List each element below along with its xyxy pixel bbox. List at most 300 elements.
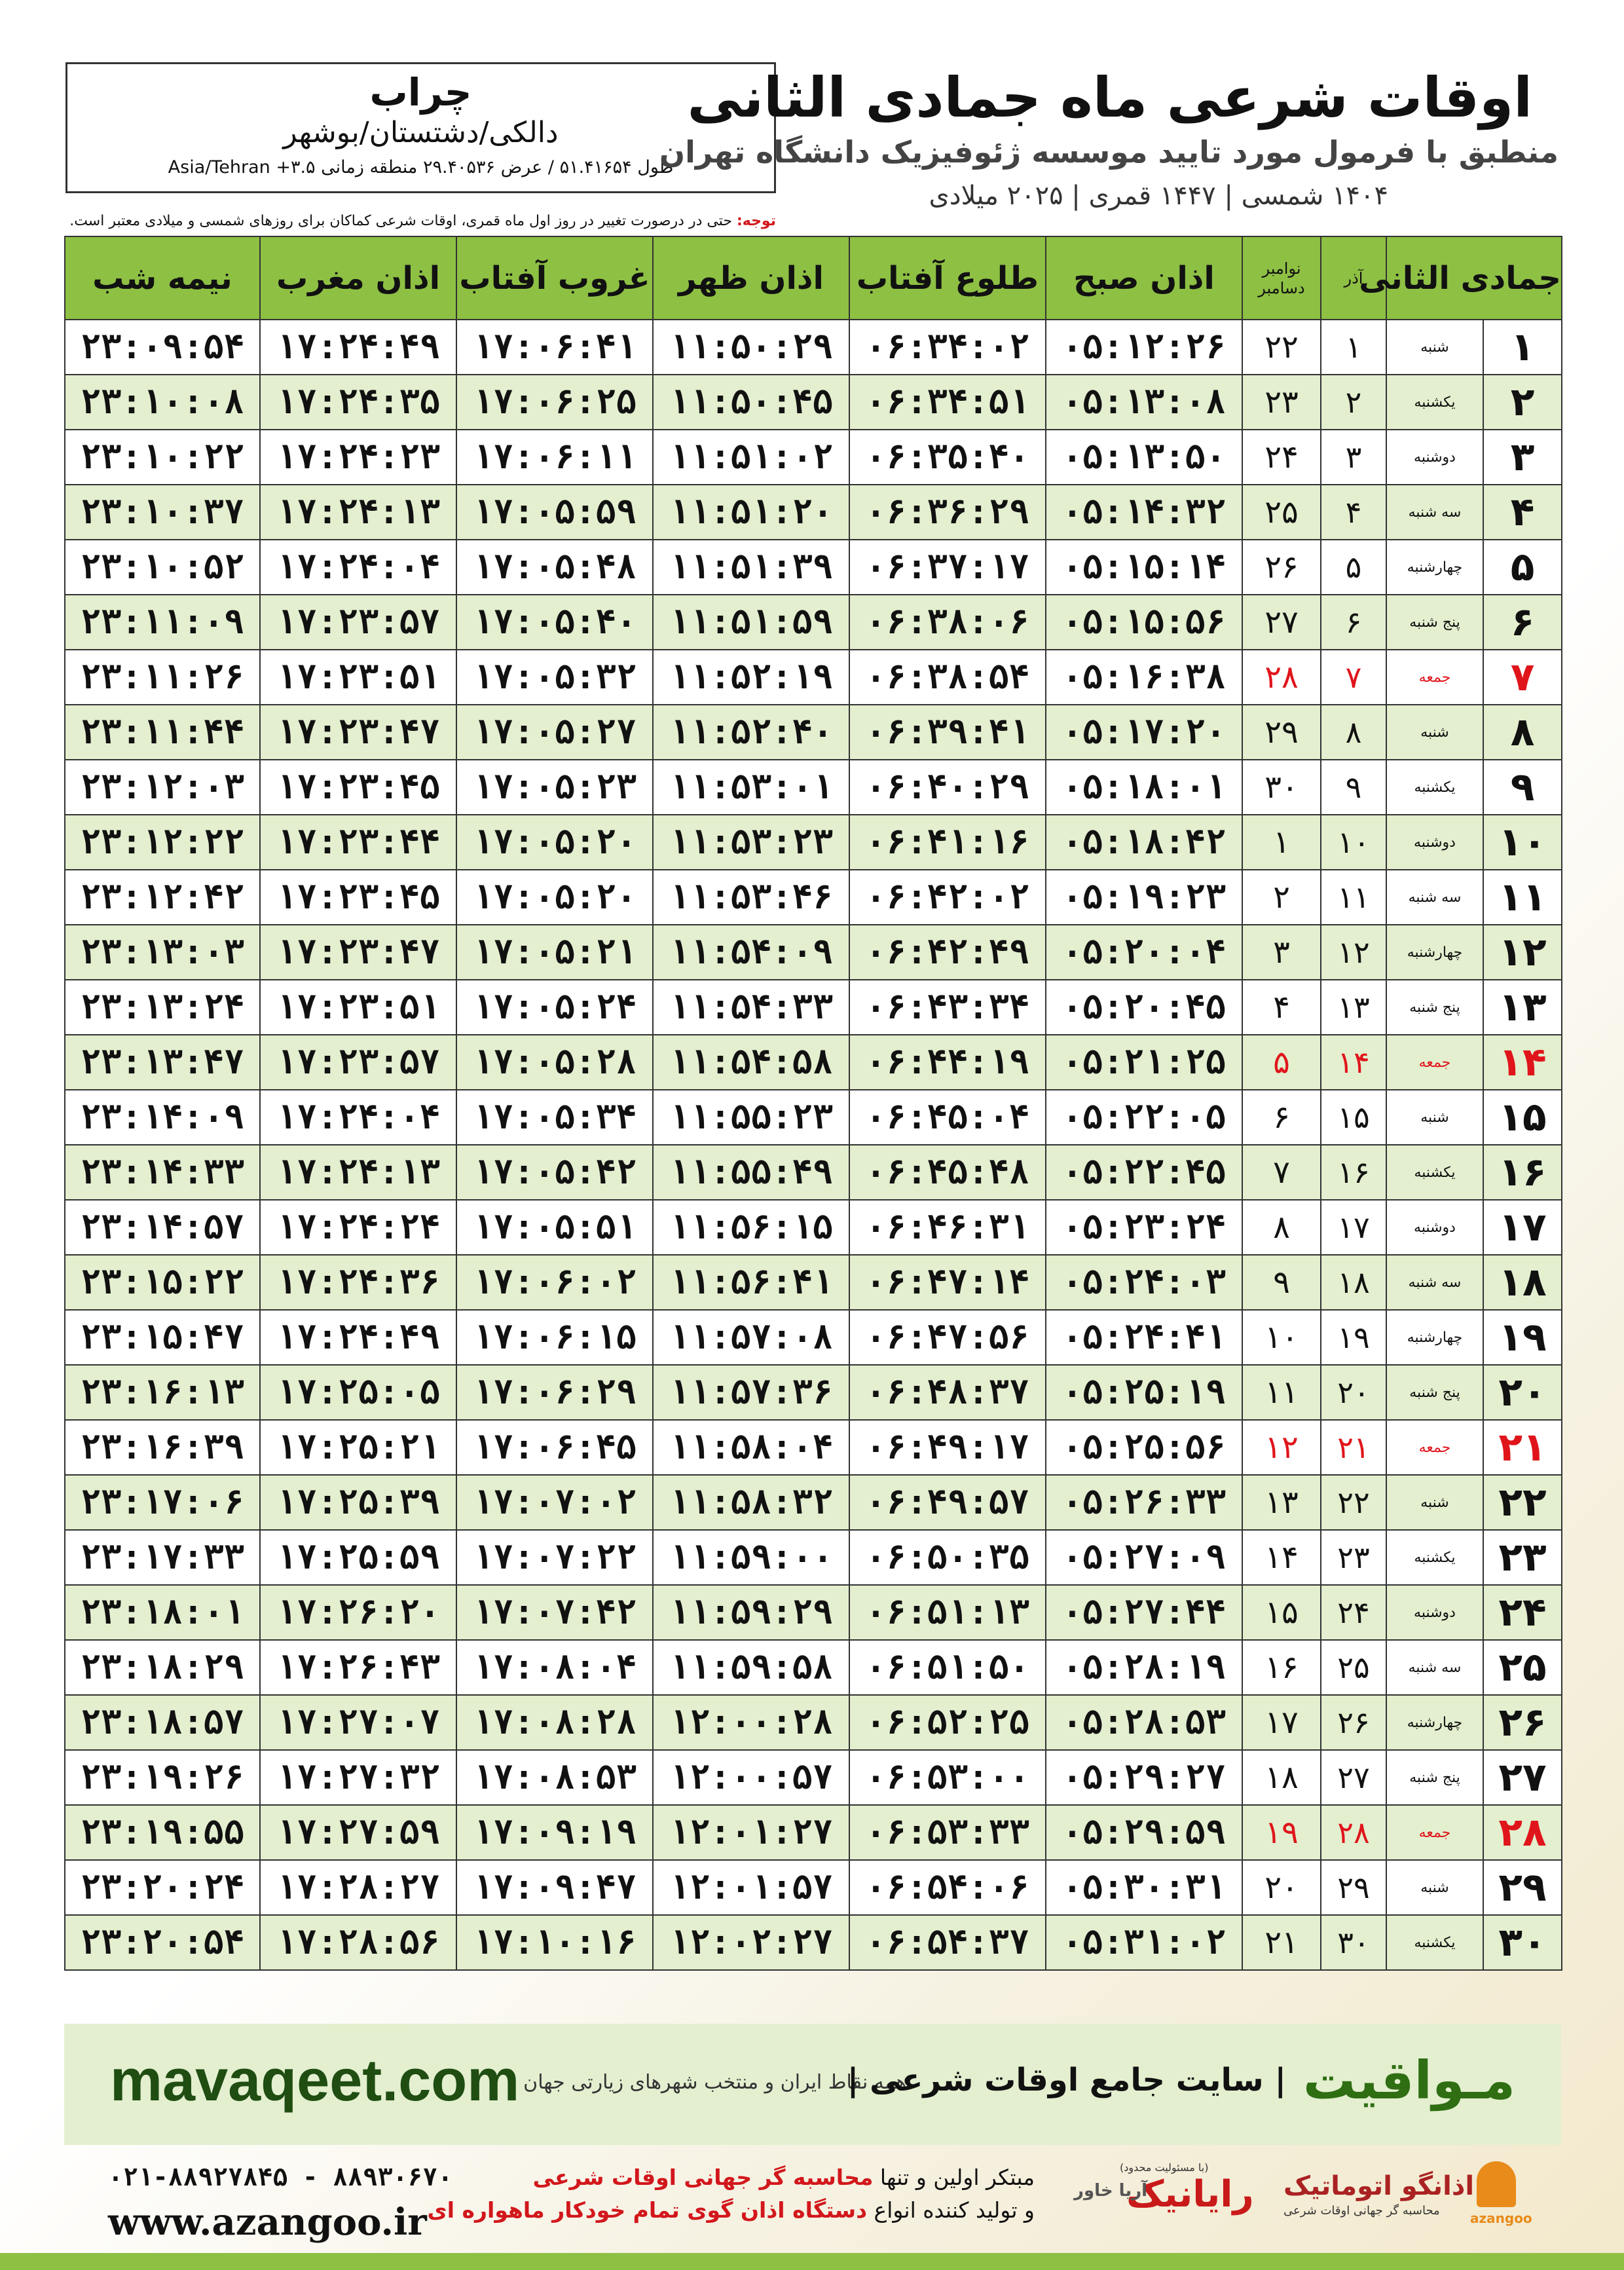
cell-midnight: ۲۳:۱۶:۳۹ bbox=[65, 1420, 260, 1475]
cell-fajr: ۰۵:۱۴:۳۲ bbox=[1046, 485, 1242, 540]
table-row bbox=[65, 1035, 1562, 1090]
cell-weekday: پنج شنبه bbox=[1386, 1365, 1483, 1420]
cell-sunset: ۱۷:۰۶:۴۱ bbox=[456, 320, 653, 375]
table-row bbox=[65, 705, 1562, 760]
cell-sunrise: ۰۶:۵۱:۵۰ bbox=[849, 1640, 1046, 1695]
cell-greg-day: ۲۸ bbox=[1242, 650, 1321, 705]
cell-dhuhr: ۱۱:۵۶:۴۱ bbox=[653, 1255, 849, 1310]
table-row bbox=[65, 1585, 1562, 1640]
cell-midnight: ۲۳:۰۹:۵۴ bbox=[65, 320, 260, 375]
cell-weekday: سه شنبه bbox=[1386, 1640, 1483, 1695]
cell-azar-day: ۱۴ bbox=[1321, 1035, 1386, 1090]
cell-greg-day: ۲۲ bbox=[1242, 320, 1321, 375]
footer-website[interactable]: www.azangoo.ir bbox=[108, 2201, 427, 2244]
cell-dhuhr: ۱۱:۵۳:۴۶ bbox=[653, 870, 849, 925]
cell-sunrise: ۰۶:۳۶:۲۹ bbox=[849, 485, 1046, 540]
header-greg-2: دسامبر bbox=[1258, 278, 1305, 297]
cell-azar-day: ۴ bbox=[1321, 485, 1386, 540]
cell-dhuhr: ۱۲:۰۱:۲۷ bbox=[653, 1805, 849, 1860]
cell-sunrise: ۰۶:۵۴:۳۷ bbox=[849, 1915, 1046, 1970]
cell-hijri-day: ۹ bbox=[1483, 760, 1562, 815]
cell-maghrib: ۱۷:۲۴:۱۳ bbox=[260, 485, 456, 540]
cell-maghrib: ۱۷:۲۴:۴۹ bbox=[260, 1310, 456, 1365]
cell-greg-day: ۶ bbox=[1242, 1090, 1321, 1145]
note bbox=[65, 213, 776, 229]
header-sunset: غروب آفتاب bbox=[456, 236, 653, 320]
footer-line-1-a: مبتکر اولین و تنها bbox=[879, 2165, 1035, 2190]
cell-azar-day: ۲۱ bbox=[1321, 1420, 1386, 1475]
cell-weekday: چهارشنبه bbox=[1386, 540, 1483, 595]
cell-sunset: ۱۷:۰۶:۲۵ bbox=[456, 375, 653, 430]
cell-dhuhr: ۱۱:۵۴:۵۸ bbox=[653, 1035, 849, 1090]
cell-weekday: شنبه bbox=[1386, 1860, 1483, 1915]
cell-dhuhr: ۱۱:۵۲:۱۹ bbox=[653, 650, 849, 705]
cell-sunset: ۱۷:۰۸:۲۸ bbox=[456, 1695, 653, 1750]
cell-hijri-day: ۱۲ bbox=[1483, 925, 1562, 980]
cell-fajr: ۰۵:۲۴:۰۳ bbox=[1046, 1255, 1242, 1310]
table-row bbox=[65, 430, 1562, 485]
cell-weekday: یکشنبه bbox=[1386, 1915, 1483, 1970]
table-row bbox=[65, 1750, 1562, 1805]
calendar-years: ۱۴۰۴ شمسی | ۱۴۴۷ قمری | ۲۰۲۵ میلادی bbox=[929, 181, 1388, 211]
cell-greg-day: ۲۶ bbox=[1242, 540, 1321, 595]
cell-sunset: ۱۷:۰۹:۱۹ bbox=[456, 1805, 653, 1860]
cell-greg-day: ۱۳ bbox=[1242, 1475, 1321, 1530]
cell-azar-day: ۱۸ bbox=[1321, 1255, 1386, 1310]
cell-maghrib: ۱۷:۲۷:۳۲ bbox=[260, 1750, 456, 1805]
table-row bbox=[65, 815, 1562, 870]
cell-midnight: ۲۳:۱۱:۰۹ bbox=[65, 595, 260, 650]
cell-azar-day: ۱۷ bbox=[1321, 1200, 1386, 1255]
header-maghrib: اذان مغرب bbox=[260, 236, 456, 320]
rayanik-logo: رایانیک bbox=[1126, 2173, 1254, 2216]
cell-dhuhr: ۱۱:۵۹:۵۸ bbox=[653, 1640, 849, 1695]
cell-fajr: ۰۵:۱۷:۲۰ bbox=[1046, 705, 1242, 760]
cell-greg-day: ۲۴ bbox=[1242, 430, 1321, 485]
cell-weekday: جمعه bbox=[1386, 1805, 1483, 1860]
cell-maghrib: ۱۷:۲۴:۰۴ bbox=[260, 540, 456, 595]
rayanik-note: (با مسئولیت محدود) bbox=[1120, 2161, 1209, 2174]
cell-hijri-day: ۵ bbox=[1483, 540, 1562, 595]
note-text: حتی در درصورت تغییر در روز اول ماه قمری، اوقات شرعی کماکان برای روزهای شمسی و میلادی معتبر است. bbox=[69, 213, 732, 229]
location-city: چراب bbox=[369, 70, 472, 115]
cell-fajr: ۰۵:۲۵:۱۹ bbox=[1046, 1365, 1242, 1420]
cell-maghrib: ۱۷:۲۳:۴۷ bbox=[260, 925, 456, 980]
cell-maghrib: ۱۷:۲۶:۲۰ bbox=[260, 1585, 456, 1640]
table-row bbox=[65, 1200, 1562, 1255]
cell-maghrib: ۱۷:۲۷:۰۷ bbox=[260, 1695, 456, 1750]
cell-sunrise: ۰۶:۴۰:۲۹ bbox=[849, 760, 1046, 815]
cell-sunrise: ۰۶:۳۹:۴۱ bbox=[849, 705, 1046, 760]
cell-azar-day: ۱۵ bbox=[1321, 1090, 1386, 1145]
cell-weekday: شنبه bbox=[1386, 320, 1483, 375]
cell-fajr: ۰۵:۲۰:۴۵ bbox=[1046, 980, 1242, 1035]
cell-sunset: ۱۷:۰۵:۳۲ bbox=[456, 650, 653, 705]
cell-fajr: ۰۵:۲۷:۴۴ bbox=[1046, 1585, 1242, 1640]
cell-hijri-day: ۱ bbox=[1483, 320, 1562, 375]
site-url[interactable]: mavaqeet.com bbox=[110, 2048, 520, 2113]
cell-greg-day: ۱ bbox=[1242, 815, 1321, 870]
cell-hijri-day: ۱۰ bbox=[1483, 815, 1562, 870]
cell-midnight: ۲۳:۱۴:۳۳ bbox=[65, 1145, 260, 1200]
cell-hijri-day: ۱۴ bbox=[1483, 1035, 1562, 1090]
cell-greg-day: ۱۱ bbox=[1242, 1365, 1321, 1420]
cell-dhuhr: ۱۲:۰۰:۵۷ bbox=[653, 1750, 849, 1805]
cell-sunrise: ۰۶:۳۷:۱۷ bbox=[849, 540, 1046, 595]
cell-azar-day: ۳۰ bbox=[1321, 1915, 1386, 1970]
cell-dhuhr: ۱۱:۵۴:۳۳ bbox=[653, 980, 849, 1035]
cell-dhuhr: ۱۲:۰۲:۲۷ bbox=[653, 1915, 849, 1970]
cell-sunrise: ۰۶:۳۵:۴۰ bbox=[849, 430, 1046, 485]
cell-azar-day: ۲۰ bbox=[1321, 1365, 1386, 1420]
table-header-row bbox=[65, 236, 1562, 320]
cell-sunrise: ۰۶:۵۴:۰۶ bbox=[849, 1860, 1046, 1915]
cell-sunrise: ۰۶:۳۴:۵۱ bbox=[849, 375, 1046, 430]
cell-weekday: جمعه bbox=[1386, 650, 1483, 705]
cell-sunset: ۱۷:۰۸:۵۳ bbox=[456, 1750, 653, 1805]
header-sunrise: طلوع آفتاب bbox=[849, 236, 1046, 320]
cell-fajr: ۰۵:۳۰:۳۱ bbox=[1046, 1860, 1242, 1915]
cell-midnight: ۲۳:۱۲:۲۲ bbox=[65, 815, 260, 870]
cell-dhuhr: ۱۱:۵۱:۳۹ bbox=[653, 540, 849, 595]
cell-hijri-day: ۲۵ bbox=[1483, 1640, 1562, 1695]
cell-dhuhr: ۱۱:۵۹:۲۹ bbox=[653, 1585, 849, 1640]
cell-midnight: ۲۳:۱۲:۰۳ bbox=[65, 760, 260, 815]
cell-midnight: ۲۳:۱۱:۴۴ bbox=[65, 705, 260, 760]
cell-sunset: ۱۷:۰۸:۰۴ bbox=[456, 1640, 653, 1695]
footer-line-2 bbox=[427, 2197, 1035, 2223]
cell-midnight: ۲۳:۱۴:۰۹ bbox=[65, 1090, 260, 1145]
cell-hijri-day: ۳۰ bbox=[1483, 1915, 1562, 1970]
cell-hijri-day: ۲۸ bbox=[1483, 1805, 1562, 1860]
cell-dhuhr: ۱۱:۵۳:۰۱ bbox=[653, 760, 849, 815]
brand-subtitle: همه نقاط ایران و منتخب شهرهای زیارتی جهان bbox=[523, 2071, 906, 2094]
cell-maghrib: ۱۷:۲۴:۴۹ bbox=[260, 320, 456, 375]
cell-dhuhr: ۱۲:۰۰:۲۸ bbox=[653, 1695, 849, 1750]
cell-midnight: ۲۳:۱۳:۴۷ bbox=[65, 1035, 260, 1090]
cell-midnight: ۲۳:۱۶:۱۳ bbox=[65, 1365, 260, 1420]
rayanik-side-text: آریا خاور bbox=[1074, 2181, 1148, 2201]
cell-greg-day: ۵ bbox=[1242, 1035, 1321, 1090]
cell-weekday: سه شنبه bbox=[1386, 1255, 1483, 1310]
cell-midnight: ۲۳:۱۰:۰۸ bbox=[65, 375, 260, 430]
table-row bbox=[65, 650, 1562, 705]
cell-sunrise: ۰۶:۵۲:۲۵ bbox=[849, 1695, 1046, 1750]
cell-greg-day: ۲۷ bbox=[1242, 595, 1321, 650]
cell-fajr: ۰۵:۱۸:۰۱ bbox=[1046, 760, 1242, 815]
cell-azar-day: ۲۴ bbox=[1321, 1585, 1386, 1640]
cell-sunrise: ۰۶:۴۶:۳۱ bbox=[849, 1200, 1046, 1255]
cell-dhuhr: ۱۱:۵۸:۳۲ bbox=[653, 1475, 849, 1530]
cell-weekday: سه شنبه bbox=[1386, 485, 1483, 540]
footer-line-1-b: محاسبه گر جهانی اوقات شرعی bbox=[532, 2165, 874, 2190]
cell-fajr: ۰۵:۱۲:۲۶ bbox=[1046, 320, 1242, 375]
cell-azar-day: ۱۱ bbox=[1321, 870, 1386, 925]
cell-weekday: دوشنبه bbox=[1386, 815, 1483, 870]
cell-midnight: ۲۳:۱۰:۲۲ bbox=[65, 430, 260, 485]
cell-sunset: ۱۷:۱۰:۱۶ bbox=[456, 1915, 653, 1970]
cell-sunset: ۱۷:۰۵:۲۴ bbox=[456, 980, 653, 1035]
footer-line-2-a: و تولید کننده انواع bbox=[874, 2197, 1035, 2223]
header-greg bbox=[1242, 236, 1321, 320]
cell-weekday: دوشنبه bbox=[1386, 1585, 1483, 1640]
cell-midnight: ۲۳:۱۸:۰۱ bbox=[65, 1585, 260, 1640]
cell-weekday: جمعه bbox=[1386, 1035, 1483, 1090]
cell-dhuhr: ۱۱:۵۳:۲۳ bbox=[653, 815, 849, 870]
cell-hijri-day: ۲ bbox=[1483, 375, 1562, 430]
cell-weekday: پنج شنبه bbox=[1386, 1750, 1483, 1805]
cell-greg-day: ۲ bbox=[1242, 870, 1321, 925]
cell-dhuhr: ۱۱:۵۱:۰۲ bbox=[653, 430, 849, 485]
cell-greg-day: ۳۰ bbox=[1242, 760, 1321, 815]
cell-sunrise: ۰۶:۴۲:۴۹ bbox=[849, 925, 1046, 980]
cell-maghrib: ۱۷:۲۳:۴۵ bbox=[260, 760, 456, 815]
cell-sunrise: ۰۶:۴۴:۱۹ bbox=[849, 1035, 1046, 1090]
page-title: اوقات شرعی ماه جمادی الثانی bbox=[687, 65, 1532, 130]
cell-fajr: ۰۵:۲۹:۵۹ bbox=[1046, 1805, 1242, 1860]
azangoo-logo-subtitle: محاسبه گر جهانی اوقات شرعی bbox=[1283, 2204, 1440, 2218]
cell-fajr: ۰۵:۲۴:۴۱ bbox=[1046, 1310, 1242, 1365]
cell-maghrib: ۱۷:۲۵:۲۱ bbox=[260, 1420, 456, 1475]
cell-maghrib: ۱۷:۲۴:۰۴ bbox=[260, 1090, 456, 1145]
cell-weekday: پنج شنبه bbox=[1386, 980, 1483, 1035]
cell-hijri-day: ۲۰ bbox=[1483, 1365, 1562, 1420]
cell-sunset: ۱۷:۰۵:۲۳ bbox=[456, 760, 653, 815]
cell-weekday: جمعه bbox=[1386, 1420, 1483, 1475]
cell-sunrise: ۰۶:۳۸:۵۴ bbox=[849, 650, 1046, 705]
cell-azar-day: ۲۸ bbox=[1321, 1805, 1386, 1860]
cell-dhuhr: ۱۱:۵۸:۰۴ bbox=[653, 1420, 849, 1475]
cell-dhuhr: ۱۱:۵۷:۳۶ bbox=[653, 1365, 849, 1420]
table-row bbox=[65, 1145, 1562, 1200]
cell-sunset: ۱۷:۰۷:۰۲ bbox=[456, 1475, 653, 1530]
cell-sunset: ۱۷:۰۷:۲۲ bbox=[456, 1530, 653, 1585]
cell-sunrise: ۰۶:۴۷:۵۶ bbox=[849, 1310, 1046, 1365]
cell-sunset: ۱۷:۰۵:۴۸ bbox=[456, 540, 653, 595]
cell-midnight: ۲۳:۱۰:۳۷ bbox=[65, 485, 260, 540]
table-body bbox=[65, 320, 1562, 1970]
cell-sunset: ۱۷:۰۵:۴۲ bbox=[456, 1145, 653, 1200]
cell-sunrise: ۰۶:۵۱:۱۳ bbox=[849, 1585, 1046, 1640]
cell-sunset: ۱۷:۰۶:۴۵ bbox=[456, 1420, 653, 1475]
cell-azar-day: ۱۲ bbox=[1321, 925, 1386, 980]
note-label: توجه: bbox=[736, 213, 776, 229]
table-row bbox=[65, 1640, 1562, 1695]
cell-sunset: ۱۷:۰۵:۵۹ bbox=[456, 485, 653, 540]
cell-fajr: ۰۵:۱۶:۳۸ bbox=[1046, 650, 1242, 705]
cell-sunrise: ۰۶:۴۹:۱۷ bbox=[849, 1420, 1046, 1475]
cell-hijri-day: ۱۵ bbox=[1483, 1090, 1562, 1145]
cell-azar-day: ۸ bbox=[1321, 705, 1386, 760]
cell-greg-day: ۸ bbox=[1242, 1200, 1321, 1255]
cell-azar-day: ۷ bbox=[1321, 650, 1386, 705]
brand-description: | سایت جامع اوقات شرعی | bbox=[847, 2062, 1286, 2098]
cell-sunset: ۱۷:۰۹:۴۷ bbox=[456, 1860, 653, 1915]
cell-weekday: یکشنبه bbox=[1386, 760, 1483, 815]
brand-logo-text: مـواقیت bbox=[1302, 2050, 1515, 2111]
cell-fajr: ۰۵:۲۵:۵۶ bbox=[1046, 1420, 1242, 1475]
cell-weekday: یکشنبه bbox=[1386, 1530, 1483, 1585]
cell-azar-day: ۹ bbox=[1321, 760, 1386, 815]
cell-maghrib: ۱۷:۲۷:۵۹ bbox=[260, 1805, 456, 1860]
cell-maghrib: ۱۷:۲۶:۴۳ bbox=[260, 1640, 456, 1695]
cell-fajr: ۰۵:۲۲:۰۵ bbox=[1046, 1090, 1242, 1145]
bottom-bar bbox=[0, 2253, 1624, 2270]
cell-weekday: شنبه bbox=[1386, 705, 1483, 760]
cell-greg-day: ۱۹ bbox=[1242, 1805, 1321, 1860]
cell-sunset: ۱۷:۰۷:۴۲ bbox=[456, 1585, 653, 1640]
cell-fajr: ۰۵:۲۷:۰۹ bbox=[1046, 1530, 1242, 1585]
cell-fajr: ۰۵:۲۱:۲۵ bbox=[1046, 1035, 1242, 1090]
cell-azar-day: ۲۳ bbox=[1321, 1530, 1386, 1585]
cell-greg-day: ۲۱ bbox=[1242, 1915, 1321, 1970]
cell-weekday: پنج شنبه bbox=[1386, 595, 1483, 650]
cell-dhuhr: ۱۱:۵۲:۴۰ bbox=[653, 705, 849, 760]
cell-greg-day: ۴ bbox=[1242, 980, 1321, 1035]
header-azar: آذر bbox=[1321, 236, 1386, 320]
cell-sunset: ۱۷:۰۵:۲۰ bbox=[456, 815, 653, 870]
cell-hijri-day: ۱۳ bbox=[1483, 980, 1562, 1035]
table-row bbox=[65, 1860, 1562, 1915]
cell-midnight: ۲۳:۲۰:۵۴ bbox=[65, 1915, 260, 1970]
cell-dhuhr: ۱۱:۵۰:۲۹ bbox=[653, 320, 849, 375]
table-row bbox=[65, 1255, 1562, 1310]
cell-sunrise: ۰۶:۴۲:۰۲ bbox=[849, 870, 1046, 925]
cell-sunset: ۱۷:۰۶:۱۱ bbox=[456, 430, 653, 485]
cell-hijri-day: ۱۷ bbox=[1483, 1200, 1562, 1255]
header-greg-1: نوامبر bbox=[1262, 259, 1301, 278]
footer-line-2-b: دستگاه اذان گوی تمام خودکار ماهواره ای bbox=[427, 2197, 868, 2223]
cell-azar-day: ۲۲ bbox=[1321, 1475, 1386, 1530]
cell-maghrib: ۱۷:۲۵:۳۹ bbox=[260, 1475, 456, 1530]
cell-hijri-day: ۸ bbox=[1483, 705, 1562, 760]
cell-greg-day: ۱۶ bbox=[1242, 1640, 1321, 1695]
cell-maghrib: ۱۷:۲۳:۴۷ bbox=[260, 705, 456, 760]
cell-maghrib: ۱۷:۲۳:۵۱ bbox=[260, 650, 456, 705]
page-subtitle: منطبق با فرمول مورد تایید موسسه ژئوفیزیک دانشگاه تهران bbox=[659, 134, 1559, 170]
cell-greg-day: ۱۵ bbox=[1242, 1585, 1321, 1640]
table-row bbox=[65, 540, 1562, 595]
cell-azar-day: ۳ bbox=[1321, 430, 1386, 485]
cell-greg-day: ۲۳ bbox=[1242, 375, 1321, 430]
cell-fajr: ۰۵:۲۹:۲۷ bbox=[1046, 1750, 1242, 1805]
cell-greg-day: ۳ bbox=[1242, 925, 1321, 980]
cell-maghrib: ۱۷:۲۳:۴۴ bbox=[260, 815, 456, 870]
cell-fajr: ۰۵:۲۶:۳۳ bbox=[1046, 1475, 1242, 1530]
cell-fajr: ۰۵:۲۲:۴۵ bbox=[1046, 1145, 1242, 1200]
table-row bbox=[65, 1915, 1562, 1970]
cell-sunset: ۱۷:۰۵:۲۷ bbox=[456, 705, 653, 760]
cell-hijri-day: ۲۳ bbox=[1483, 1530, 1562, 1585]
cell-hijri-day: ۱۹ bbox=[1483, 1310, 1562, 1365]
table-row bbox=[65, 1805, 1562, 1860]
cell-greg-day: ۷ bbox=[1242, 1145, 1321, 1200]
cell-maghrib: ۱۷:۲۳:۵۱ bbox=[260, 980, 456, 1035]
cell-midnight: ۲۳:۱۵:۲۲ bbox=[65, 1255, 260, 1310]
cell-midnight: ۲۳:۱۹:۲۶ bbox=[65, 1750, 260, 1805]
cell-maghrib: ۱۷:۲۳:۴۵ bbox=[260, 870, 456, 925]
header-fajr: اذان صبح bbox=[1046, 236, 1242, 320]
cell-fajr: ۰۵:۱۸:۴۲ bbox=[1046, 815, 1242, 870]
cell-weekday: سه شنبه bbox=[1386, 870, 1483, 925]
cell-sunset: ۱۷:۰۵:۲۱ bbox=[456, 925, 653, 980]
cell-hijri-day: ۲۴ bbox=[1483, 1585, 1562, 1640]
cell-sunrise: ۰۶:۵۰:۳۵ bbox=[849, 1530, 1046, 1585]
cell-azar-day: ۲ bbox=[1321, 375, 1386, 430]
header-month: جمادی الثانی bbox=[1386, 236, 1562, 320]
cell-fajr: ۰۵:۱۹:۲۳ bbox=[1046, 870, 1242, 925]
cell-maghrib: ۱۷:۲۵:۰۵ bbox=[260, 1365, 456, 1420]
cell-dhuhr: ۱۱:۵۵:۴۹ bbox=[653, 1145, 849, 1200]
cell-dhuhr: ۱۱:۵۶:۱۵ bbox=[653, 1200, 849, 1255]
cell-sunrise: ۰۶:۳۴:۰۲ bbox=[849, 320, 1046, 375]
cell-azar-day: ۱۹ bbox=[1321, 1310, 1386, 1365]
cell-greg-day: ۱۷ bbox=[1242, 1695, 1321, 1750]
table-row bbox=[65, 1420, 1562, 1475]
table-row bbox=[65, 595, 1562, 650]
cell-sunset: ۱۷:۰۶:۱۵ bbox=[456, 1310, 653, 1365]
cell-midnight: ۲۳:۱۲:۴۲ bbox=[65, 870, 260, 925]
cell-weekday: دوشنبه bbox=[1386, 1200, 1483, 1255]
cell-hijri-day: ۲۱ bbox=[1483, 1420, 1562, 1475]
cell-hijri-day: ۳ bbox=[1483, 430, 1562, 485]
cell-maghrib: ۱۷:۲۸:۵۶ bbox=[260, 1915, 456, 1970]
cell-maghrib: ۱۷:۲۴:۲۴ bbox=[260, 1200, 456, 1255]
cell-midnight: ۲۳:۱۳:۰۳ bbox=[65, 925, 260, 980]
location-box bbox=[65, 62, 776, 193]
cell-fajr: ۰۵:۲۸:۵۳ bbox=[1046, 1695, 1242, 1750]
cell-weekday: یکشنبه bbox=[1386, 375, 1483, 430]
cell-greg-day: ۲۰ bbox=[1242, 1860, 1321, 1915]
cell-hijri-day: ۶ bbox=[1483, 595, 1562, 650]
cell-hijri-day: ۴ bbox=[1483, 485, 1562, 540]
table-row bbox=[65, 925, 1562, 980]
cell-midnight: ۲۳:۱۹:۵۵ bbox=[65, 1805, 260, 1860]
azangoo-logo: اذانگو اتوماتیک bbox=[1283, 2171, 1475, 2201]
cell-azar-day: ۲۶ bbox=[1321, 1695, 1386, 1750]
promo-banner bbox=[64, 2024, 1561, 2145]
cell-sunrise: ۰۶:۴۵:۴۸ bbox=[849, 1145, 1046, 1200]
cell-fajr: ۰۵:۳۱:۰۲ bbox=[1046, 1915, 1242, 1970]
cell-midnight: ۲۳:۱۷:۳۳ bbox=[65, 1530, 260, 1585]
cell-sunset: ۱۷:۰۵:۴۰ bbox=[456, 595, 653, 650]
cell-sunrise: ۰۶:۴۳:۳۴ bbox=[849, 980, 1046, 1035]
cell-sunrise: ۰۶:۵۳:۰۰ bbox=[849, 1750, 1046, 1805]
cell-weekday: یکشنبه bbox=[1386, 1145, 1483, 1200]
cell-dhuhr: ۱۱:۵۵:۲۳ bbox=[653, 1090, 849, 1145]
cell-dhuhr: ۱۱:۵۱:۵۹ bbox=[653, 595, 849, 650]
table-row bbox=[65, 1310, 1562, 1365]
cell-sunset: ۱۷:۰۵:۳۴ bbox=[456, 1090, 653, 1145]
minaret-icon bbox=[1477, 2161, 1516, 2207]
cell-greg-day: ۹ bbox=[1242, 1255, 1321, 1310]
cell-hijri-day: ۱۱ bbox=[1483, 870, 1562, 925]
table-row bbox=[65, 485, 1562, 540]
table-row bbox=[65, 320, 1562, 375]
cell-fajr: ۰۵:۱۳:۵۰ bbox=[1046, 430, 1242, 485]
table-row bbox=[65, 1530, 1562, 1585]
cell-azar-day: ۵ bbox=[1321, 540, 1386, 595]
table-row bbox=[65, 870, 1562, 925]
cell-maghrib: ۱۷:۲۸:۲۷ bbox=[260, 1860, 456, 1915]
cell-maghrib: ۱۷:۲۴:۲۳ bbox=[260, 430, 456, 485]
cell-greg-day: ۱۴ bbox=[1242, 1530, 1321, 1585]
cell-midnight: ۲۳:۱۳:۲۴ bbox=[65, 980, 260, 1035]
cell-weekday: چهارشنبه bbox=[1386, 1310, 1483, 1365]
cell-midnight: ۲۳:۱۷:۰۶ bbox=[65, 1475, 260, 1530]
cell-greg-day: ۱۸ bbox=[1242, 1750, 1321, 1805]
cell-hijri-day: ۲۲ bbox=[1483, 1475, 1562, 1530]
